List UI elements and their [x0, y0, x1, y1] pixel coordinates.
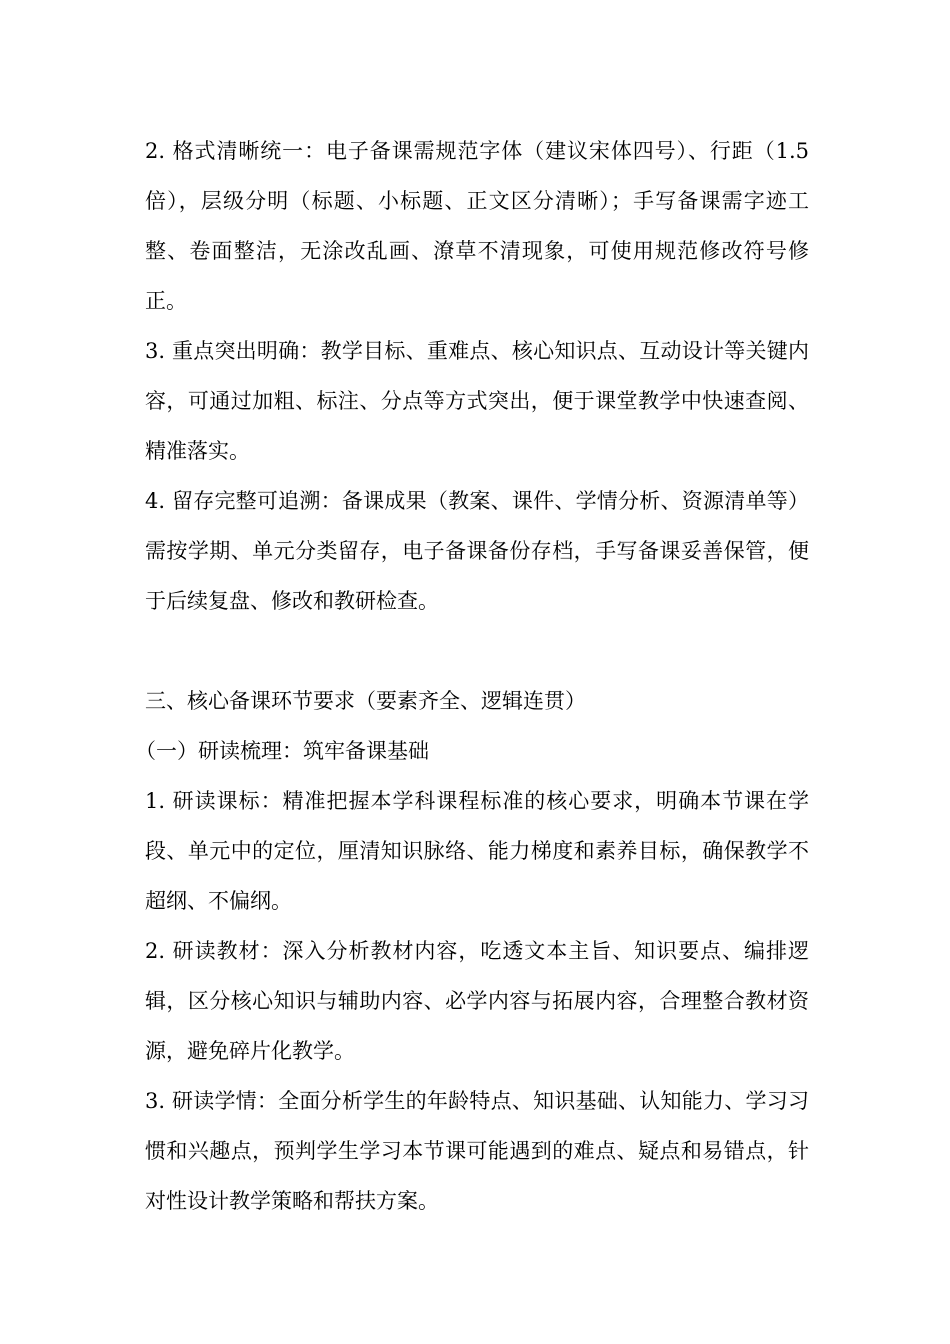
paragraph-study-students: 3. 研读学情：全面分析学生的年龄特点、知识基础、认知能力、学习习惯和兴趣点，预判学生学习本节课可能遇到的难点、疑点和易错点，针对性设计教学策略和帮扶方案。 [145, 1089, 809, 1213]
subsection-heading: （一）研读梳理：筑牢备课基础 [135, 739, 429, 763]
paragraph-key-points-requirement: 3. 重点突出明确：教学目标、重难点、核心知识点、互动设计等关键内容，可通过加粗、标注、分点等方式突出，便于课堂教学中快速查阅、精准落实。 [145, 339, 809, 463]
paragraph-format-requirement: 2. 格式清晰统一：电子备课需规范字体（建议宋体四号）、行距（1.5 倍），层级分明（标题、小标题、正文区分清晰）；手写备课需字迹工整、卷面整洁，无涂改乱画、潦草不清现象，可使用规范修改符号修正。 [145, 139, 809, 313]
paragraph-study-standards: 1. 研读课标：精准把握本学科课程标准的核心要求，明确本节课在学段、单元中的定位，厘清知识脉络、能力梯度和素养目标，确保教学不超纲、不偏纲。 [145, 789, 809, 913]
paragraph-spacer [145, 626, 809, 676]
section-heading: 三、核心备课环节要求（要素齐全、逻辑连贯） [145, 689, 586, 713]
paragraph-study-textbook: 2. 研读教材：深入分析教材内容，吃透文本主旨、知识要点、编排逻辑，区分核心知识与辅助内容、必学内容与拓展内容，合理整合教材资源，避免碎片化教学。 [145, 939, 809, 1063]
document-body [135, 126, 809, 1226]
paragraph-archive-requirement: 4. 留存完整可追溯：备课成果（教案、课件、学情分析、资源清单等）需按学期、单元分类留存，电子备课备份存档，手写备课妥善保管，便于后续复盘、修改和教研检查。 [145, 489, 809, 613]
